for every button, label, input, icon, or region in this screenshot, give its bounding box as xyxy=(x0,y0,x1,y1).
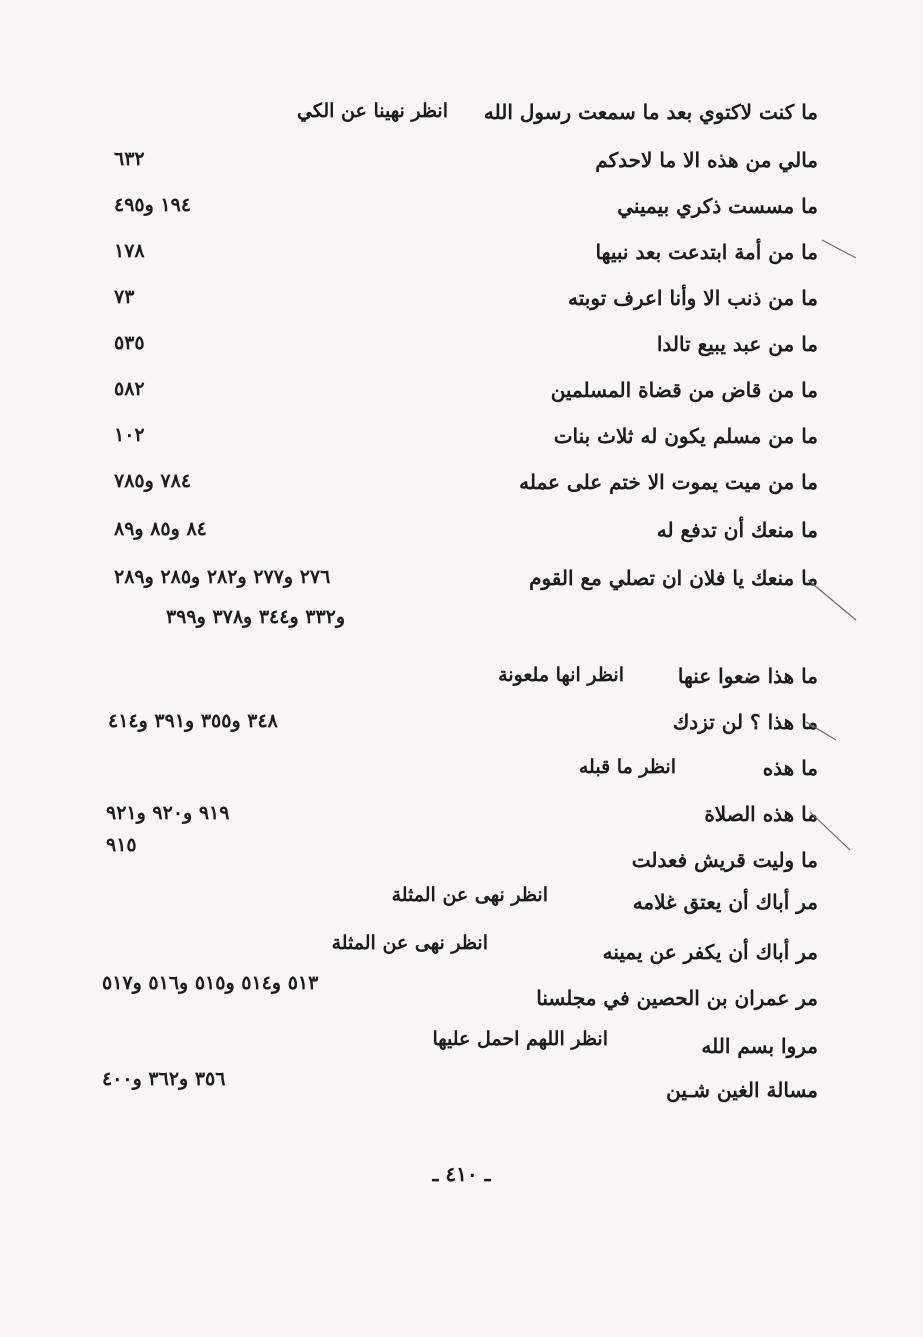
entry-reference: ٧٣ xyxy=(114,286,135,308)
index-entry xyxy=(98,148,818,188)
entry-term: ما من ذنب الا وأنا اعرف توبته xyxy=(568,286,818,310)
entry-reference: ١٧٨ xyxy=(114,240,145,262)
entry-term: ما من مسلم يكون له ثلاث بنات xyxy=(553,424,818,448)
entry-term: ما من عبد يبيع تالدا xyxy=(656,332,818,356)
entry-reference: ٩١٩ و٩٢٠ و٩٢١ xyxy=(106,802,230,824)
entry-reference: ١٩٤ و٤٩٥ xyxy=(114,194,192,216)
entry-reference: ٣٥٦ و٣٦٢ و٤٠٠ xyxy=(102,1068,226,1090)
entry-term: ما من أمة ابتدعت بعد نبيها xyxy=(595,240,818,264)
entry-term: ما كنت لاكتوي بعد ما سمعت رسول الله xyxy=(483,100,818,124)
entry-reference: ١٠٢ xyxy=(114,424,145,446)
entry-reference: ٨٤ و٨٥ و٨٩ xyxy=(114,518,207,540)
entry-term: مالي من هذه الا ما لاحدكم xyxy=(595,148,818,172)
entry-reference: ٧٨٤ و٧٨٥ xyxy=(114,470,192,492)
entry-term: مروا بسم الله xyxy=(701,1034,818,1058)
index-entry xyxy=(98,884,818,930)
entry-term: ما مسست ذكري بيميني xyxy=(617,194,818,218)
entry-term: ما هذا ضعوا عنها xyxy=(677,664,818,688)
page-number: ـ ٤١٠ ـ xyxy=(432,1162,491,1186)
index-entry xyxy=(98,378,818,418)
entry-reference: ٥٨٢ xyxy=(114,378,145,400)
entry-reference: انظر ما قبله xyxy=(578,756,676,778)
entry-reference: ٢٧٦ و٢٧٧ و٢٨٢ و٢٨٥ و٢٨٩ xyxy=(114,566,331,588)
entry-term: ما وليت قريش فعدلت xyxy=(631,848,818,872)
entry-reference: ٦٣٢ xyxy=(114,148,145,170)
entry-reference: ٣٤٨ و٣٥٥ و٣٩١ و٤١٤ xyxy=(108,710,278,732)
entry-reference: انظر انها ملعونة xyxy=(498,664,624,686)
entry-term: ما هذا ؟ لن تزدك xyxy=(672,710,818,734)
entry-term: مر أباك أن يكفر عن يمينه xyxy=(602,940,818,964)
entry-term: ما منعك يا فلان ان تصلي مع القوم xyxy=(529,566,818,590)
entry-reference: ٥٣٥ xyxy=(114,332,145,354)
entry-reference: انظر نهى عن المثلة xyxy=(391,884,548,906)
entry-term: ما من ميت يموت الا ختم على عمله xyxy=(519,470,818,494)
index-entry xyxy=(98,100,818,140)
index-entry xyxy=(98,240,818,280)
index-entry xyxy=(98,802,818,842)
entry-reference: ٥١٣ و٥١٤ و٥١٥ و٥١٦ و٥١٧ xyxy=(102,972,319,994)
index-entry xyxy=(98,470,818,510)
index-entry xyxy=(98,710,818,750)
entry-term: ما من قاض من قضاة المسلمين xyxy=(550,378,818,402)
index-entry xyxy=(98,834,818,888)
index-entry xyxy=(98,972,818,1026)
index-entry xyxy=(98,332,818,372)
index-entry xyxy=(98,518,818,558)
entry-term: ما هذه الصلاة xyxy=(704,802,818,826)
entry-reference: انظر نهى عن المثلة xyxy=(331,932,488,954)
index-entry xyxy=(98,566,818,606)
entry-term: مر عمران بن الحصين في مجلسنا xyxy=(536,986,818,1010)
entry-reference: ٩١٥ xyxy=(106,834,137,856)
entry-reference: انظر اللهم احمل عليها xyxy=(432,1028,608,1050)
entry-term: ما منعك أن تدفع له xyxy=(656,518,818,542)
index-entry xyxy=(98,194,818,234)
entry-term: مر أباك أن يعتق غلامه xyxy=(632,890,818,914)
entry-term: ما هذه xyxy=(762,756,818,780)
entry-reference: انظر نهينا عن الكي xyxy=(297,100,448,122)
index-entry xyxy=(98,286,818,326)
index-entry xyxy=(98,664,818,704)
entry-term: مسالة الغين شـين xyxy=(666,1078,818,1102)
index-entry xyxy=(98,424,818,464)
index-entry xyxy=(98,756,818,796)
index-entry xyxy=(98,1068,818,1118)
entry-reference-continued: و٣٣٢ و٣٤٤ و٣٧٨ و٣٩٩ xyxy=(166,606,346,628)
